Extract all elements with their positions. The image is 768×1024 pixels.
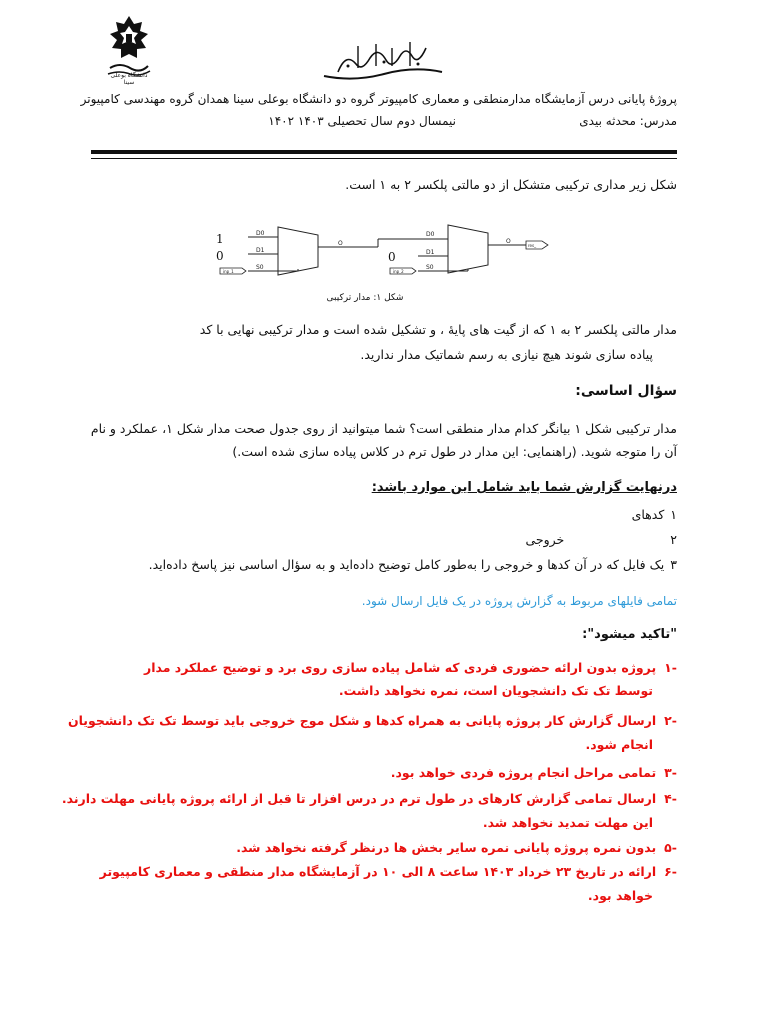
sel1-pin-label: inp_1 [223, 269, 234, 274]
rule-item-line [60, 791, 677, 806]
rule-item-line [60, 713, 677, 728]
rule-item-text: بدون نمره پروژه پایانی نمره سایر بخش ها درنظر گرفته نخواهد شد. [236, 840, 657, 855]
rule-item-number: -۶ [664, 864, 677, 879]
sel2-pin-label: inp_2 [393, 269, 404, 274]
report-item-2 [60, 532, 677, 547]
intro-text: شکل زیر مداری ترکیبی متشکل از دو مالتی پلکسر ۲ به ۱ است. [345, 177, 677, 192]
mux1-out-label: O [338, 240, 343, 247]
report-item-number: ۲ [670, 532, 677, 547]
semester-label: نیمسال دوم سال تحصیلی ۱۴۰۳ ۱۴۰۲ [268, 114, 456, 128]
rule-item-number: -۴ [664, 791, 677, 806]
emphasis-title: "تاکید میشود": [582, 627, 677, 642]
report-item-1 [60, 507, 677, 522]
rule-item-line [60, 765, 677, 780]
report-item-text: کدهای [631, 507, 665, 522]
header-divider-thin [91, 158, 677, 159]
rule-item-number: -۲ [664, 713, 677, 728]
paragraph-mux-line1: مدار مالتی پلکسر ۲ به ۱ که از گیت های پایۀ ، و تشکیل شده است و مدار ترکیبی نهایی با کد [199, 322, 677, 337]
main-question-line2: آن را متوجه شوید. (راهنمایی: این مدار در طول ترم در کلاس پیاده سازی شده است.) [232, 444, 677, 459]
rule-item-number: -۳ [664, 765, 677, 780]
input-value-1: 1 [216, 232, 224, 246]
mux1-sel-label: S0 [256, 264, 264, 271]
mid-input-value-0: 0 [388, 250, 396, 264]
figure-caption: شکل ۱: مدار ترکیبی [326, 293, 404, 303]
mux2-sel-label: S0 [426, 264, 434, 271]
report-item-text: یک فایل که در آن کدها و خروجی را به‌طور کامل توضیح داده‌اید و به سؤال اساسی نیز پاسخ داده‌اید. [148, 557, 665, 572]
report-item-3 [60, 557, 677, 572]
report-title: درنهایت گزارش شما باید شامل این موارد باشد: [371, 480, 677, 495]
submission-note: تمامی فایلهای مربوط به گزارش پروژه در یک فایل ارسال شود. [361, 594, 677, 608]
logo-caption: دانشگاه بوعلی سینا [110, 72, 148, 86]
instructor-name: مدرس: محدثه بیدی [579, 114, 677, 128]
rule-item-text: ارسال گزارش کار پروژه پایانی به همراه کدها و شکل موج خروجی باید توسط تک تک دانشجویان [67, 713, 657, 728]
bismillah-calligraphy [318, 36, 448, 84]
report-item-number: ۱ [670, 507, 677, 522]
header-title-line: پروژۀ پایانی درس آزمایشگاه مدارمنطقی و معماری کامپیوتر گروه دو دانشگاه بوعلی سینا همدان گروه مهندسی کامپیوتر [80, 92, 677, 106]
header-divider-thick [91, 150, 677, 154]
rule-item-line [60, 840, 677, 855]
rule-item-line [60, 660, 677, 675]
mux1-in0-label: D0 [256, 230, 265, 237]
rule-item-text: پروژه بدون ارائه حضوری فردی که شامل پیاده سازی روی برد و توضیح عملکرد مدار [144, 660, 657, 675]
rule-item-line: توسط تک تک دانشجویان است، نمره نخواهد داشت. [338, 683, 653, 698]
mux2-in1-label: D1 [426, 249, 435, 256]
paragraph-mux-line2: پیاده سازی شوند هیچ نیازی به رسم شماتیک مدار ندارید. [360, 347, 653, 362]
rule-item-text: ارائه در تاریخ ۲۳ خرداد ۱۴۰۳ ساعت ۸ الی ۱۰ در آزمایشگاه مدار منطقی و معماری کامپیوتر [99, 864, 657, 879]
mux2-out-label: O [506, 238, 511, 245]
report-item-text: خروجی [525, 532, 565, 547]
rule-item-text: تمامی مراحل انجام پروژه فردی خواهد بود. [390, 765, 657, 780]
rule-item-number: -۱ [664, 660, 677, 675]
output-pin-label: res_ [528, 243, 537, 248]
report-item-number: ۳ [670, 557, 677, 572]
input-value-0: 0 [216, 249, 224, 263]
main-question-line1: مدار ترکیبی شکل ۱ بیانگر کدام مدار منطقی است؟ شما میتوانید از روی جدول صحت مدار شکل ۱، عملکرد و نام [90, 421, 677, 436]
rule-item-line: خواهد بود. [587, 888, 653, 903]
mux1-in1-label: D1 [256, 247, 265, 254]
rule-item-number: -۵ [664, 840, 677, 855]
rule-item-line: این مهلت تمدید نخواهد شد. [482, 815, 653, 830]
rule-item-line: انجام شود. [585, 737, 653, 752]
mux2-in0-label: D0 [426, 231, 435, 238]
rule-item-line [60, 864, 677, 879]
rule-item-text: ارسال تمامی گزارش کارهای در طول ترم در درس افزار تا قبل از ارائه پروژه پایانی مهلت دارند. [61, 791, 657, 806]
main-question-title: سؤال اساسی: [575, 383, 677, 399]
